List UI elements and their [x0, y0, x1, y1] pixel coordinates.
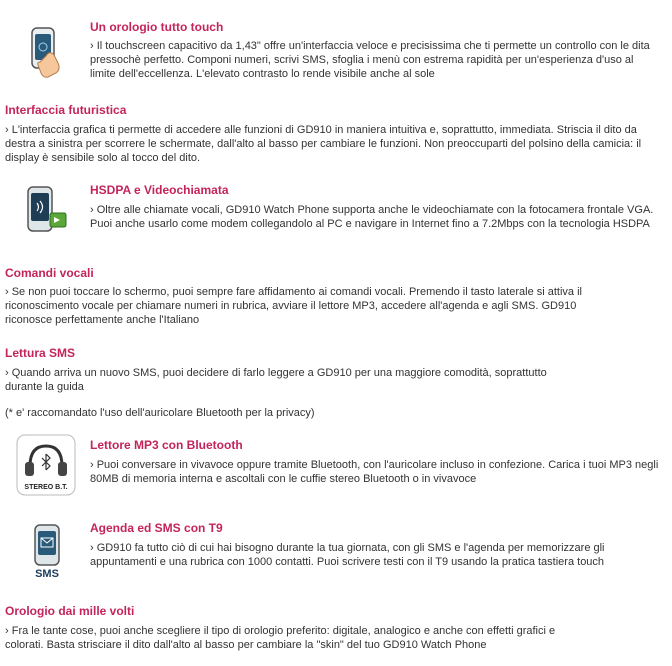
icon-label: STEREO B.T. — [24, 484, 68, 491]
section-text: › GD910 fa tutto ciò di cui hai bisogno durante la tua giornata, con gli SMS e l'agenda per memorizzare gli appuntamenti e una rubrica con 1000 contatti. Puoi scrivere testi con il T9 usando la pratica tastiera touch — [90, 542, 605, 568]
touch-phone-icon — [26, 26, 66, 78]
privacy-note: (* e' raccomandato l'uso dell'auricolare Bluetooth per la privacy) — [5, 407, 315, 419]
section-text: › L'interfaccia grafica ti permette di accedere alle funzioni di GD910 in maniera intuitiva e, soprattutto, immediata. Striscia il dito da destra a sinistra per scorrere le schermate, dall'alto al basso per cambiare le funzioni. Non preoccuparti del polsino della camicia: il display è sensibile solo al tocco del dito. — [5, 124, 642, 164]
section-title: Un orologio tutto touch — [90, 20, 224, 34]
section-title: Comandi vocali — [5, 266, 94, 280]
video-call-icon — [24, 185, 70, 237]
section-title: Orologio dai mille volti — [5, 604, 135, 618]
section-title: Agenda ed SMS con T9 — [90, 521, 223, 535]
section-text: › Il touchscreen capacitivo da 1,43" offre un'interfaccia veloce e precisissima che ti permette un controllo con le dita pressochè perfetto. Componi numeri, scrivi SMS, sfoglia i menù con estrema rapidità per un'esperienza d'uso al limite dell'eccellenza. L'elevato contrasto lo rende visibile anche al sole — [90, 40, 650, 80]
section-title: Lettore MP3 con Bluetooth — [90, 438, 243, 452]
section-text: › Se non puoi toccare lo schermo, puoi sempre fare affidamento ai comandi vocali. Premendo il tasto laterale si attiva il riconoscimento vocale per chiamare numeri in rubrica, avviare il lettore MP3, accedere all'agenda e agli SMS. GD910 riconosce perfettamente anche l'Italiano — [5, 286, 582, 326]
section-text: › Oltre alle chiamate vocali, GD910 Watch Phone supporta anche le videochiamate con la fotocamera frontale VGA. Puoi anche usarlo come modem collegandolo al PC e navigare in Internet fino a 7.2Mbps con la tecnologia HSDPA — [90, 204, 654, 230]
section-title: Interfaccia futuristica — [5, 103, 127, 117]
section-title: HSDPA e Videochiamata — [90, 183, 229, 197]
stereo-bt-headset-icon — [16, 434, 76, 496]
section-title: Lettura SMS — [5, 346, 76, 360]
section-text: › Puoi conversare in vivavoce oppure tramite Bluetooth, con l'auricolare incluso in confezione. Carica i tuoi MP3 negli 80MB di memoria interna e ascoltali con le cuffie stereo Bluetooth o in vivavoce — [90, 459, 659, 485]
section-text: › Quando arriva un nuovo SMS, puoi decidere di farlo leggere a GD910 per una maggiore comodità, soprattutto durante la guida — [5, 367, 547, 393]
icon-label: SMS — [35, 568, 59, 580]
section-text: › Fra le tante cose, puoi anche scegliere il tipo di orologio preferito: digitale, analogico e anche con effetti grafici e colorati. Basta strisciare il dito dall'alto al basso per cambiare la "skin" del tuo GD910 Watch Phone — [5, 625, 556, 651]
sms-phone-icon — [30, 524, 64, 580]
